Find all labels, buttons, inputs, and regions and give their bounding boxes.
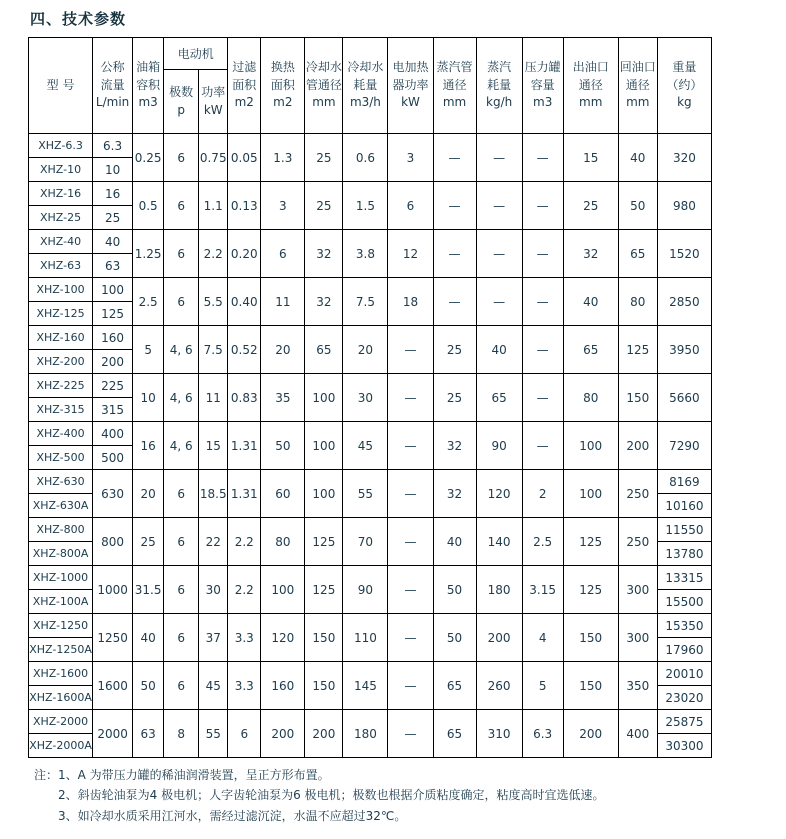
ptank-cell: 2.5: [522, 518, 563, 566]
steam-pipe-cell: 32: [433, 422, 476, 470]
flow-cell: 630: [93, 470, 133, 518]
return-cell: 80: [618, 278, 657, 326]
poles-cell: 6: [164, 518, 199, 566]
table-row: [29, 470, 712, 494]
table-row: [29, 230, 712, 254]
steam-cell: —: [476, 278, 522, 326]
power-cell: 5.5: [199, 278, 228, 326]
heater-cell: 3: [388, 134, 433, 182]
model-cell: XHZ-100: [29, 278, 93, 302]
flow-cell: 100: [93, 278, 133, 302]
steam-pipe-cell: 32: [433, 470, 476, 518]
heater-cell: —: [388, 662, 433, 710]
outlet-cell: 100: [563, 422, 618, 470]
flow-cell: 16: [93, 182, 133, 206]
outlet-cell: 150: [563, 614, 618, 662]
steam-cell: —: [476, 134, 522, 182]
flow-cell: 63: [93, 254, 133, 278]
flow-cell: 125: [93, 302, 133, 326]
steam-pipe-cell: —: [433, 230, 476, 278]
steam-cell: 120: [476, 470, 522, 518]
filter-cell: 1.31: [228, 470, 261, 518]
return-cell: 350: [618, 662, 657, 710]
ptank-cell: —: [522, 134, 563, 182]
heat-cell: 20: [261, 326, 305, 374]
table-row: [29, 422, 712, 446]
heat-cell: 60: [261, 470, 305, 518]
outlet-cell: 80: [563, 374, 618, 422]
cool-water-cell: 110: [343, 614, 388, 662]
filter-cell: 0.83: [228, 374, 261, 422]
cool-water-cell: 70: [343, 518, 388, 566]
heat-cell: 100: [261, 566, 305, 614]
outlet-cell: 200: [563, 710, 618, 758]
outlet-cell: 150: [563, 662, 618, 710]
steam-pipe-cell: 65: [433, 710, 476, 758]
steam-cell: 260: [476, 662, 522, 710]
page-title: 四、技术参数: [30, 10, 127, 28]
model-cell: XHZ-160: [29, 326, 93, 350]
cool-pipe-cell: 32: [305, 230, 343, 278]
note-line: 3、如冷却水质采用江河水，需经过滤沉淀，水温不应超过32℃。: [58, 808, 407, 823]
flow-cell: 1000: [93, 566, 133, 614]
tank-cell: 16: [133, 422, 164, 470]
cool-pipe-cell: 100: [305, 374, 343, 422]
heater-cell: —: [388, 614, 433, 662]
poles-cell: 6: [164, 470, 199, 518]
model-cell: XHZ-1600: [29, 662, 93, 686]
cool-water-cell: 30: [343, 374, 388, 422]
weight-cell: 2850: [657, 278, 711, 326]
steam-pipe-cell: 65: [433, 662, 476, 710]
heater-cell: 12: [388, 230, 433, 278]
weight-cell: 25875: [657, 710, 711, 734]
poles-cell: 6: [164, 614, 199, 662]
model-cell: XHZ-125: [29, 302, 93, 326]
table-row: [29, 518, 712, 542]
model-cell: XHZ-400: [29, 422, 93, 446]
table-row: [29, 326, 712, 350]
filter-cell: 0.05: [228, 134, 261, 182]
cool-pipe-cell: 150: [305, 614, 343, 662]
cool-water-cell: 1.5: [343, 182, 388, 230]
model-cell: XHZ-1250A: [29, 638, 93, 662]
return-cell: 300: [618, 614, 657, 662]
heater-cell: 18: [388, 278, 433, 326]
poles-cell: 6: [164, 662, 199, 710]
weight-cell: 980: [657, 182, 711, 230]
col-header-heat: 换热 面积 m2: [261, 38, 305, 134]
flow-cell: 6.3: [93, 134, 133, 158]
outlet-cell: 125: [563, 566, 618, 614]
filter-cell: 0.40: [228, 278, 261, 326]
col-header-cool-pipe: 冷却水 管通径 mm: [305, 38, 343, 134]
heater-cell: —: [388, 710, 433, 758]
power-cell: 7.5: [199, 326, 228, 374]
filter-cell: 0.13: [228, 182, 261, 230]
poles-cell: 6: [164, 182, 199, 230]
cool-water-cell: 20: [343, 326, 388, 374]
outlet-cell: 15: [563, 134, 618, 182]
table-row: [29, 614, 712, 638]
steam-pipe-cell: 25: [433, 326, 476, 374]
ptank-cell: 5: [522, 662, 563, 710]
ptank-cell: —: [522, 374, 563, 422]
col-header-return: 回油口 通径 mm: [618, 38, 657, 134]
tank-cell: 0.5: [133, 182, 164, 230]
model-cell: XHZ-500: [29, 446, 93, 470]
poles-cell: 4, 6: [164, 374, 199, 422]
flow-cell: 160: [93, 326, 133, 350]
note-line: 注：1、A 为带压力罐的稀油润滑装置，呈正方形布置。: [34, 768, 330, 782]
model-cell: XHZ-800: [29, 518, 93, 542]
steam-pipe-cell: 25: [433, 374, 476, 422]
heater-cell: —: [388, 326, 433, 374]
power-cell: 18.5: [199, 470, 228, 518]
col-header-motor: 电动机: [164, 38, 228, 70]
table-row: [29, 566, 712, 590]
steam-cell: —: [476, 182, 522, 230]
filter-cell: 3.3: [228, 614, 261, 662]
tank-cell: 50: [133, 662, 164, 710]
heat-cell: 3: [261, 182, 305, 230]
tank-cell: 20: [133, 470, 164, 518]
return-cell: 125: [618, 326, 657, 374]
flow-cell: 500: [93, 446, 133, 470]
weight-cell: 320: [657, 134, 711, 182]
weight-cell: 30300: [657, 734, 711, 758]
steam-cell: 180: [476, 566, 522, 614]
col-header-ptank: 压力罐 容量 m3: [522, 38, 563, 134]
ptank-cell: —: [522, 278, 563, 326]
model-cell: XHZ-10: [29, 158, 93, 182]
cool-pipe-cell: 100: [305, 470, 343, 518]
heat-cell: 160: [261, 662, 305, 710]
cool-pipe-cell: 32: [305, 278, 343, 326]
col-header-heater: 电加热 器功率 kW: [388, 38, 433, 134]
return-cell: 65: [618, 230, 657, 278]
power-cell: 22: [199, 518, 228, 566]
tank-cell: 25: [133, 518, 164, 566]
return-cell: 150: [618, 374, 657, 422]
return-cell: 250: [618, 518, 657, 566]
table-row: [29, 134, 712, 158]
cool-pipe-cell: 25: [305, 134, 343, 182]
heat-cell: 120: [261, 614, 305, 662]
tank-cell: 10: [133, 374, 164, 422]
model-cell: XHZ-800A: [29, 542, 93, 566]
table-body: [29, 134, 712, 758]
model-cell: XHZ-315: [29, 398, 93, 422]
flow-cell: 800: [93, 518, 133, 566]
cool-pipe-cell: 125: [305, 518, 343, 566]
outlet-cell: 25: [563, 182, 618, 230]
weight-cell: 13780: [657, 542, 711, 566]
weight-cell: 10160: [657, 494, 711, 518]
steam-cell: —: [476, 230, 522, 278]
spec-table: [28, 37, 712, 758]
heat-cell: 80: [261, 518, 305, 566]
power-cell: 11: [199, 374, 228, 422]
power-cell: 30: [199, 566, 228, 614]
table-row: [29, 662, 712, 686]
col-header-weight: 重量 （约） kg: [657, 38, 711, 134]
col-header-tank: 油箱 容积 m3: [133, 38, 164, 134]
ptank-cell: —: [522, 326, 563, 374]
flow-cell: 1250: [93, 614, 133, 662]
filter-cell: 0.52: [228, 326, 261, 374]
weight-cell: 17960: [657, 638, 711, 662]
table-row: [29, 182, 712, 206]
model-cell: XHZ-1000: [29, 566, 93, 590]
filter-cell: 1.31: [228, 422, 261, 470]
steam-pipe-cell: 50: [433, 614, 476, 662]
tank-cell: 1.25: [133, 230, 164, 278]
weight-cell: 13315: [657, 566, 711, 590]
heat-cell: 1.3: [261, 134, 305, 182]
table-header: [29, 38, 712, 134]
weight-cell: 5660: [657, 374, 711, 422]
steam-cell: 90: [476, 422, 522, 470]
note-line: 2、斜齿轮油泵为4 极电机；人字齿轮油泵为6 极电机；极数也根据介质粘度确定，粘度高时宜选低速。: [58, 788, 605, 803]
col-header-steam-pipe: 蒸汽管 通径 mm: [433, 38, 476, 134]
heat-cell: 50: [261, 422, 305, 470]
weight-cell: 15500: [657, 590, 711, 614]
power-cell: 37: [199, 614, 228, 662]
weight-cell: 7290: [657, 422, 711, 470]
model-cell: XHZ-25: [29, 206, 93, 230]
return-cell: 200: [618, 422, 657, 470]
notes: [34, 765, 786, 826]
outlet-cell: 32: [563, 230, 618, 278]
ptank-cell: 4: [522, 614, 563, 662]
model-cell: XHZ-100A: [29, 590, 93, 614]
heater-cell: 6: [388, 182, 433, 230]
ptank-cell: —: [522, 230, 563, 278]
outlet-cell: 100: [563, 470, 618, 518]
poles-cell: 4, 6: [164, 326, 199, 374]
tank-cell: 63: [133, 710, 164, 758]
col-header-cool-water: 冷却水 耗量 m3/h: [343, 38, 388, 134]
heater-cell: —: [388, 422, 433, 470]
cool-pipe-cell: 65: [305, 326, 343, 374]
poles-cell: 6: [164, 230, 199, 278]
steam-cell: 140: [476, 518, 522, 566]
filter-cell: 3.3: [228, 662, 261, 710]
power-cell: 45: [199, 662, 228, 710]
steam-cell: 40: [476, 326, 522, 374]
poles-cell: 6: [164, 134, 199, 182]
power-cell: 15: [199, 422, 228, 470]
cool-water-cell: 145: [343, 662, 388, 710]
flow-cell: 225: [93, 374, 133, 398]
ptank-cell: 2: [522, 470, 563, 518]
heat-cell: 35: [261, 374, 305, 422]
steam-cell: 65: [476, 374, 522, 422]
outlet-cell: 125: [563, 518, 618, 566]
power-cell: 1.1: [199, 182, 228, 230]
table-row: [29, 710, 712, 734]
heat-cell: 200: [261, 710, 305, 758]
cool-pipe-cell: 100: [305, 422, 343, 470]
power-cell: 0.75: [199, 134, 228, 182]
poles-cell: 6: [164, 566, 199, 614]
filter-cell: 0.20: [228, 230, 261, 278]
cool-water-cell: 0.6: [343, 134, 388, 182]
steam-pipe-cell: —: [433, 182, 476, 230]
heat-cell: 6: [261, 230, 305, 278]
model-cell: XHZ-63: [29, 254, 93, 278]
ptank-cell: —: [522, 422, 563, 470]
filter-cell: 2.2: [228, 518, 261, 566]
model-cell: XHZ-200: [29, 350, 93, 374]
flow-cell: 400: [93, 422, 133, 446]
model-cell: XHZ-16: [29, 182, 93, 206]
weight-cell: 23020: [657, 686, 711, 710]
col-header-outlet: 出油口 通径 mm: [563, 38, 618, 134]
flow-cell: 1600: [93, 662, 133, 710]
weight-cell: 8169: [657, 470, 711, 494]
cool-pipe-cell: 25: [305, 182, 343, 230]
return-cell: 250: [618, 470, 657, 518]
col-header-power: 功率 kW: [199, 70, 228, 134]
weight-cell: 11550: [657, 518, 711, 542]
model-cell: XHZ-40: [29, 230, 93, 254]
heater-cell: —: [388, 470, 433, 518]
model-cell: XHZ-630A: [29, 494, 93, 518]
model-cell: XHZ-6.3: [29, 134, 93, 158]
col-header-poles: 极数 p: [164, 70, 199, 134]
power-cell: 55: [199, 710, 228, 758]
flow-cell: 10: [93, 158, 133, 182]
flow-cell: 40: [93, 230, 133, 254]
model-cell: XHZ-2000A: [29, 734, 93, 758]
ptank-cell: 6.3: [522, 710, 563, 758]
tank-cell: 2.5: [133, 278, 164, 326]
flow-cell: 2000: [93, 710, 133, 758]
weight-cell: 20010: [657, 662, 711, 686]
model-cell: XHZ-630: [29, 470, 93, 494]
flow-cell: 25: [93, 206, 133, 230]
table-row: [29, 374, 712, 398]
tank-cell: 40: [133, 614, 164, 662]
steam-pipe-cell: 50: [433, 566, 476, 614]
power-cell: 2.2: [199, 230, 228, 278]
weight-cell: 1520: [657, 230, 711, 278]
return-cell: 50: [618, 182, 657, 230]
steam-pipe-cell: 40: [433, 518, 476, 566]
weight-cell: 3950: [657, 326, 711, 374]
return-cell: 400: [618, 710, 657, 758]
poles-cell: 8: [164, 710, 199, 758]
cool-water-cell: 45: [343, 422, 388, 470]
return-cell: 300: [618, 566, 657, 614]
cool-pipe-cell: 125: [305, 566, 343, 614]
outlet-cell: 40: [563, 278, 618, 326]
col-header-flow: 公称 流量 L/min: [93, 38, 133, 134]
ptank-cell: 3.15: [522, 566, 563, 614]
cool-pipe-cell: 150: [305, 662, 343, 710]
model-cell: XHZ-225: [29, 374, 93, 398]
col-header-model: 型 号: [29, 38, 93, 134]
tank-cell: 5: [133, 326, 164, 374]
cool-pipe-cell: 200: [305, 710, 343, 758]
cool-water-cell: 55: [343, 470, 388, 518]
col-header-steam: 蒸汽 耗量 kg/h: [476, 38, 522, 134]
heater-cell: —: [388, 566, 433, 614]
outlet-cell: 65: [563, 326, 618, 374]
return-cell: 40: [618, 134, 657, 182]
heat-cell: 11: [261, 278, 305, 326]
ptank-cell: —: [522, 182, 563, 230]
steam-cell: 310: [476, 710, 522, 758]
steam-cell: 200: [476, 614, 522, 662]
tank-cell: 0.25: [133, 134, 164, 182]
poles-cell: 4, 6: [164, 422, 199, 470]
steam-pipe-cell: —: [433, 134, 476, 182]
cool-water-cell: 180: [343, 710, 388, 758]
flow-cell: 200: [93, 350, 133, 374]
weight-cell: 15350: [657, 614, 711, 638]
heater-cell: —: [388, 518, 433, 566]
table-row: [29, 278, 712, 302]
steam-pipe-cell: —: [433, 278, 476, 326]
flow-cell: 315: [93, 398, 133, 422]
poles-cell: 6: [164, 278, 199, 326]
model-cell: XHZ-1250: [29, 614, 93, 638]
cool-water-cell: 7.5: [343, 278, 388, 326]
model-cell: XHZ-1600A: [29, 686, 93, 710]
model-cell: XHZ-2000: [29, 710, 93, 734]
filter-cell: 2.2: [228, 566, 261, 614]
col-header-filter: 过滤 面积 m2: [228, 38, 261, 134]
heater-cell: —: [388, 374, 433, 422]
tank-cell: 31.5: [133, 566, 164, 614]
cool-water-cell: 3.8: [343, 230, 388, 278]
cool-water-cell: 90: [343, 566, 388, 614]
filter-cell: 6: [228, 710, 261, 758]
